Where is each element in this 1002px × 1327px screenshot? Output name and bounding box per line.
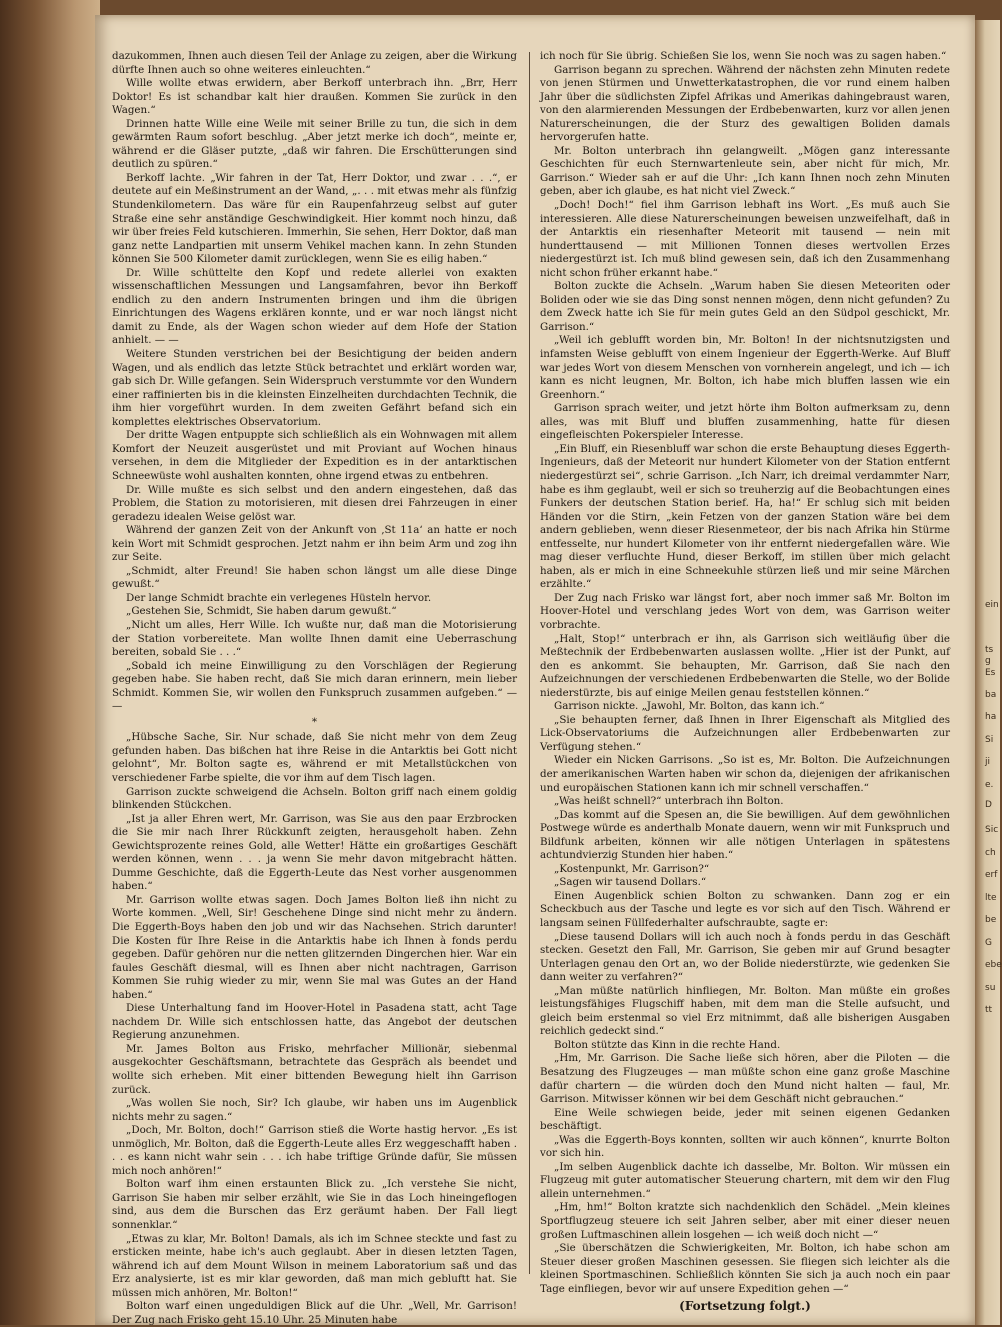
margin-bleed-fragment: tt [985,1005,993,1015]
margin-bleed-fragment: Sic [985,825,999,835]
paragraph: Weitere Stunden verstrichen bei der Besichtigung der beiden andern Wagen, und als endlich das letzte Stück betrachtet und erklärt worden war, gab sich Dr. Wille gefangen. Sein Widerspruch verstummte vor den Wundern einer raffinierten bis in die kleinsten Einzelheiten durchdachten Technik, die ihm hier vorgeführt wurden. In dem zweiten Gefährt befand sich ein komplettes elektrisches Observatorium. [112,348,517,428]
text-column-left [112,50,517,1326]
margin-bleed-fragment: ch [985,848,996,858]
paragraph: „Sobald ich meine Einwilligung zu den Vorschlägen der Regierung gegeben habe. Sie haben recht, daß Sie mich daran erinnern, mein lieber Schmidt. Kommen Sie, wir wollen den Funkspruch zusammen aufgeben.“ — — [112,659,517,713]
paragraph: Der dritte Wagen entpuppte sich schließlich als ein Wohnwagen mit allem Komfort der Neuzeit ausgerüstet und mit Proviant auf Wochen hinaus versehen, in dem die Mitglieder der Expedition es in der antarktischen Schneewüste wohl aushalten konnten, ohne irgend etwas zu entbehren. [112,429,517,482]
margin-bleed-fragment: ebe [985,960,1002,970]
paragraph: Garrison begann zu sprechen. Während der nächsten zehn Minuten redete von jenen Stürmen und Unwetterkatastrophen, die vor rund einem halben Jahr über die südlichsten Zipfel Afrikas und Amerikas dahingebraust waren, von den alarmierenden Messungen der Erdbebenwarten, kurz vor allen jenen Naturerscheinungen, die der Sturz des gewaltigen Boliden damals hervorgerufen hatte. [540,63,950,144]
paragraph: „Das kommt auf die Spesen an, die Sie bewilligen. Auf dem gewöhnlichen Postwege würde es anderthalb Monate dauern, wenn wir mit Funkspruch und Bildfunk arbeiten, können wir alle nötigen Unterlagen in spätestens achtundvierzig Stunden hier haben.“ [540,808,950,862]
paragraph: Der lange Schmidt brachte ein verlegenes Hüsteln hervor. [126,591,432,604]
margin-bleed-fragment: be [985,915,997,925]
paragraph: „Diese tausend Dollars will ich auch noch à fonds perdu in das Geschäft stecken. Gesetzt den Fall, Mr. Garrison, Sie geben mir auf Grund besagter Unterlagen genau den Ort an, wo der Bolide niederstürzte, wie gedenken Sie dann weiter zu verfahren?“ [540,930,950,984]
book-spine-left [0,0,100,1325]
paragraph: „Halt, Stop!“ unterbrach er ihn, als Garrison sich weitläufig über die Meßtechnik der Erdbebenwarten auslassen wollte. „Hier ist der Punkt, auf den es ankommt. Sie behaupten, Mr. Garrison, daß Sie nach den Aufzeichnungen der verschiedenen Erdbebenwarten die Stelle, wo der Bolide niederstürzte, bis auf einige Meilen genau feststellen können.“ [540,632,950,699]
margin-bleed-fragment: ba [985,690,997,700]
paragraph: „Was die Eggerth-Boys konnten, sollten wir auch können“, knurrte Bolton vor sich hin. [540,1133,950,1160]
paragraph: Berkoff lachte. „Wir fahren in der Tat, Herr Doktor, und zwar . . .“, er deutete auf ein Meßinstrument an der Wand, „. . . mit etwas mehr als fünfzig Stundenkilometern. Das wäre für ein Raupenfahrzeug selbst auf guter Straße eine sehr anständige Geschwindigkeit. Hier kommt noch hinzu, daß wir über freies Feld kutschieren. Immerhin, Sie sehen, Herr Doktor, daß man ganz nette Landpartien mit unserm Vehikel machen kann. In zehn Stunden können Sie 500 Kilometer damit zurücklegen, wenn Sie es eilig haben.“ [112,171,517,266]
paragraph: „Sie überschätzen die Schwierigkeiten, Mr. Bolton, ich habe schon am Steuer dieser großen Maschinen gesessen. Sie fliegen sich leichter als die kleinen Sportmaschinen. Schließlich könnten Sie sich ja auch noch ein paar Tage einfliegen, bevor wir auf unsere Expedition gehen —“ [540,1242,950,1295]
paragraph: ich noch für Sie übrig. Schießen Sie los, wenn Sie noch was zu sagen haben.“ [540,50,947,62]
paragraph: „Sie behaupten ferner, daß Ihnen in Ihrer Eigenschaft als Mitglied des Lick-Observatoriums die Aufzeichnungen aller Erdbebenwarten zur Verfügung stehen.“ [540,713,950,753]
paragraph: „Schmidt, alter Freund! Sie haben schon längst um alle diese Dinge gewußt.“ [112,564,517,591]
paragraph: „Hm, Mr. Garrison. Die Sache ließe sich hören, aber die Piloten — die Besatzung des Flugzeuges — man müßte schon eine ganz große Maschine dafür chartern — die würden doch den Mund nicht halten — faul, Mr. Garrison. Mitwisser können wir bei dem Geschäft nicht gebrauchen.“ [540,1052,950,1106]
margin-bleed-fragment: lte [985,893,997,903]
paragraph: „Hübsche Sache, Sir. Nur schade, daß Sie nicht mehr von dem Zeug gefunden haben. Das bißchen hat ihre Reise in die Antarktis bei Gott nicht gelohnt“, Mr. Bolton sagte es, während er mit Metallstückchen von verschiedener Farbe spielte, die vor ihm auf dem Tisch lagen. [112,731,517,784]
paragraph: Mr. Garrison wollte etwas sagen. Doch James Bolton ließ ihn nicht zu Worte kommen. „Well, Sir! Geschehene Dinge sind nicht mehr zu ändern. Die Eggerth-Boys haben den job und wir das Nachsehen. Strich darunter! Die Kosten für Ihre Reise in die Antarktis habe ich Ihnen à fonds perdu gegeben. Dafür gehören nur die netten glitzernden Dingerchen hier. War ein faules Geschäft diesmal, will es Ihnen aber nicht nachtragen, Garrison Kommen Sie ruhig wieder zu mir, wenn Sie mal was Gutes an der Hand haben.“ [112,893,517,1001]
paragraph: dazukommen, Ihnen auch diesen Teil der Anlage zu zeigen, aber die Wirkung dürfte Ihnen auch so ohne weiteres einleuchten.“ [112,50,517,76]
paragraph: „Sagen wir tausend Dollars.“ [554,876,707,889]
paragraph: Mr. James Bolton aus Frisko, mehrfacher Millionär, siebenmal ausgekochter Geschäftsmann, betrachtete das Gespräch als beendet und wollte sich erheben. Mit einer bittenden Bewegung hielt ihn Garrison zurück. [112,1042,517,1096]
paragraph: Drinnen hatte Wille eine Weile mit seiner Brille zu tun, die sich in dem gewärmten Raum sofort beschlug. „Aber jetzt merke ich doch“, meinte er, während er die Gläser putzte, „daß wir fahren. Die Erschütterungen sind deutlich zu spüren.“ [112,117,517,171]
paragraph: Garrison nickte. „Jawohl, Mr. Bolton, das kann ich.“ [554,700,825,713]
paragraph: Einen Augenblick schien Bolton zu schwanken. Dann zog er ein Scheckbuch aus der Tasche und legte es vor sich auf den Tisch. Während er langsam seinen Füllfederhalter aufschraubte, sagte er: [540,889,950,929]
margin-bleed-fragment: su [985,983,996,993]
paragraph: „Man müßte natürlich hinfliegen, Mr. Bolton. Man müßte ein großes leistungsfähiges Flugschiff haben, mit dem man die Stelle aufsucht, und gleich beim erstenmal so viel Erz mitnimmt, daß alle bisherigen Ausgaben reichlich gedeckt sind.“ [540,984,950,1038]
paragraph: Dr. Wille schüttelte den Kopf und redete allerlei von exakten wissenschaftlichen Messungen und Langsamfahren, bevor ihn Berkoff endlich zu den andern Instrumenten bringen und ihm die übrigen Einrichtungen des Wagens erklären konnte, und er war noch längst nicht damit zu Ende, als der Wagen schon wieder auf dem Hofe der Station anhielt. — — [112,266,517,347]
margin-bleed-fragment: D [985,800,992,810]
margin-bleed-fragment: e. [985,780,994,790]
paragraph: Garrison zuckte schweigend die Achseln. Bolton griff nach einem goldig blinkenden Stückchen. [112,785,517,812]
margin-bleed-fragment: Si [985,735,994,745]
paragraph: „Was wollen Sie noch, Sir? Ich glaube, wir haben uns im Augenblick nichts mehr zu sagen.“ [112,1097,517,1123]
paragraph: Mr. Bolton unterbrach ihn gelangweilt. „Mögen ganz interessante Geschichten für euch Sternwartenleute sein, aber nicht für mich, Mr. Garrison.“ Wieder sah er auf die Uhr: „Ich kann Ihnen noch zehn Minuten geben, aber ich glaube, es hat nicht viel Zweck.“ [540,144,950,198]
margin-bleed-fragment: G [985,938,992,948]
paragraph: Bolton stützte das Kinn in die rechte Hand. [554,1038,781,1051]
text-column-right [540,50,950,1314]
margin-bleed-fragment: ha [985,712,997,722]
paragraph: „Kostenpunkt, Mr. Garrison?“ [554,862,710,875]
margin-bleed-fragment: ts g [985,645,994,666]
section-separator: * [311,715,318,728]
margin-bleed-fragment: ein [985,600,999,610]
paragraph: Eine Weile schwiegen beide, jeder mit seinen eigenen Gedanken beschäftigt. [540,1106,950,1133]
paragraph: Während der ganzen Zeit von der Ankunft von ‚St 11a‘ an hatte er noch kein Wort mit Schmidt gesprochen. Jetzt nahm er ihn beim Arm und zog ihn zur Seite. [112,524,517,564]
paragraph: „Ist ja aller Ehren wert, Mr. Garrison, was Sie aus den paar Erzbrocken die Sie mir nach Ihrer Rückkunft zeigten, herausgeholt haben. Zehn Gewichtsprozente reines Gold, alle Wetter! Hätte ein großartiges Geschäft werden können, wenn . . . ja wenn Sie mehr davon mitgebracht hätten. Dumme Geschichte, daß die Eggerth-Leute das Nest vorher ausgenommen haben.“ [112,812,517,893]
paragraph: „Weil ich geblufft worden bin, Mr. Bolton! In der nichtsnutzigsten und infamsten Weise geblufft von einem Ingenieur der Eggerth-Werke. Auf Bluff war jedes Wort von diesem Menschen von vornherein angelegt, und ich — ich kann es nicht leugnen, Mr. Bolton, ich habe mich bluffen lassen wie ein Greenhorn.“ [540,334,950,401]
paragraph: Diese Unterhaltung fand im Hoover-Hotel in Pasadena statt, acht Tage nachdem Dr. Wille sich entschlossen hatte, das Angebot der deutschen Regierung anzunehmen. [112,1002,517,1042]
paragraph: Bolton zuckte die Achseln. „Warum haben Sie diesen Meteoriten oder Boliden oder wie sie das Ding sonst nennen mögen, denn nicht gefunden? Zu dem Zweck hatte ich Sie für mein gutes Geld an den Südpol geschickt, Mr. Garrison.“ [540,280,950,333]
margin-bleed-fragment: Es [985,668,996,678]
paragraph: Dr. Wille mußte es sich selbst und den andern eingestehen, daß das Problem, die Station zu motorisieren, mit diesen drei Fahrzeugen in einer geradezu idealen Weise gelöst war. [112,483,517,523]
paragraph: „Ein Bluff, ein Riesenbluff war schon die erste Behauptung dieses Eggerth-Ingenieurs, daß der Meteorit nur hundert Kilometer von der Station entfernt niedergestürzt sei“, schrie Garrison. „Ich Narr, ich dreimal verdammter Narr, habe es ihm geglaubt, weil er sich so treuherzig auf die Beobachtungen eines Funkers der deutschen Station berief. Ha, ha!“ Er schlug sich mit beiden Händen vor die Stirn, „kein Fetzen von der ganzen Station wäre bei dem andern geblieben, wenn dieser Riesenmeteor, der bis nach Afrika hin Stürme entfesselte, nur hundert Kilometer von ihr entfernt niedergefallen wäre. Wie mag dieser verfluchte Hund, dieser Berkoff, im stillen über mich gelacht haben, als er mich in eine Schneekuhle stürzen ließ und mir seine Märchen erzählte.“ [540,442,950,591]
paragraph: Garrison sprach weiter, und jetzt hörte ihm Bolton aufmerksam zu, denn alles, was mit Bluff und bluffen zusammenhing, hatte für diesen eingefleischten Pokerspieler Interesse. [540,402,950,442]
paragraph: Der Zug nach Frisko war längst fort, aber noch immer saß Mr. Bolton im Hoover-Hotel und verschlang jedes Wort von dem, was Garrison weiter vorbrachte. [540,591,950,631]
paragraph: „Gestehen Sie, Schmidt, Sie haben darum gewußt.“ [126,605,397,618]
paragraph: „Nicht um alles, Herr Wille. Ich wußte nur, daß man die Motorisierung der Station vorbereitete. Man wollte Ihnen damit eine Ueberraschung bereiten, sobald Sie . . .“ [112,618,517,659]
paragraph: „Doch! Doch!“ fiel ihm Garrison lebhaft ins Wort. „Es muß auch Sie interessieren. Alle diese Naturerscheinungen beweisen unzweifelhaft, daß in der Antarktis ein riesenhafter Meteorit mit tausend — nein mit hunderttausend — mit Millionen Tonnen dieses wertvollen Erzes niedergestürzt ist. Ich muß blind gewesen sein, daß ich den Zusammenhang nicht schon früher erkannt habe.“ [540,199,950,279]
paragraph: Bolton warf einen ungeduldigen Blick auf die Uhr. „Well, Mr. Garrison! Der Zug nach Frisko geht 15.10 Uhr. 25 Minuten habe [112,1300,517,1326]
paragraph: „Doch, Mr. Bolton, doch!“ Garrison stieß die Worte hastig hervor. „Es ist unmöglich, Mr. Bolton, daß die Eggerth-Leute alles Erz weggeschafft haben . . . es kann nicht wahr sein . . . ich habe triftige Gründe dafür, Sie müssen mich noch anhören!“ [112,1124,517,1177]
paragraph: „Hm, hm!“ Bolton kratzte sich nachdenklich den Schädel. „Mein kleines Sportflugzeug steuere ich seit Jahren selber, aber mit einer dieser neuen großen Luftmaschinen allein losgehen — ich weiß doch nicht —“ [540,1201,950,1241]
margin-bleed-fragment: erf [985,870,998,880]
continuation-note: (Fortsetzung folgt.) [679,1299,811,1314]
paragraph: „Was heißt schnell?“ unterbrach ihn Bolton. [554,795,784,808]
paragraph: „Im selben Augenblick dachte ich dasselbe, Mr. Bolton. Wir müssen ein Flugzeug mit guter automatischer Steuerung chartern, mit dem wir den Flug allein unternehmen.“ [540,1160,950,1200]
margin-bleed-fragment: ji [985,757,991,767]
paragraph: Wille wollte etwas erwidern, aber Berkoff unterbrach ihn. „Brr, Herr Doktor! Es ist schandbar kalt hier draußen. Kommen Sie zurück in den Wagen.“ [112,77,517,117]
paragraph: Wieder ein Nicken Garrisons. „So ist es, Mr. Bolton. Die Aufzeichnungen der amerikanischen Warten haben wir schon da, diejenigen der afrikanischen und europäischen Stationen kann ich mir schnell verschaffen.“ [540,754,950,794]
column-divider [529,52,530,1274]
paragraph: „Etwas zu klar, Mr. Bolton! Damals, als ich im Schnee steckte und fast zu ersticken meinte, habe ich's auch geglaubt. Aber in diesen letzten Tagen, während ich auf dem Mount Wilson in meinem Laboratorium saß und das Erz analysierte, ist es mir klar geworden, daß man mich gebluftt hat. Sie müssen mich anhören, Mr. Bolton!“ [112,1232,517,1299]
paragraph: Bolton warf ihm einen erstaunten Blick zu. „Ich verstehe Sie nicht, Garrison Sie haben mir selber erzählt, wie Sie in das Loch hineingeflogen sind, aus dem die Burschen das Erz geräumt haben. Der Fall liegt sonnenklar.“ [112,1178,517,1232]
